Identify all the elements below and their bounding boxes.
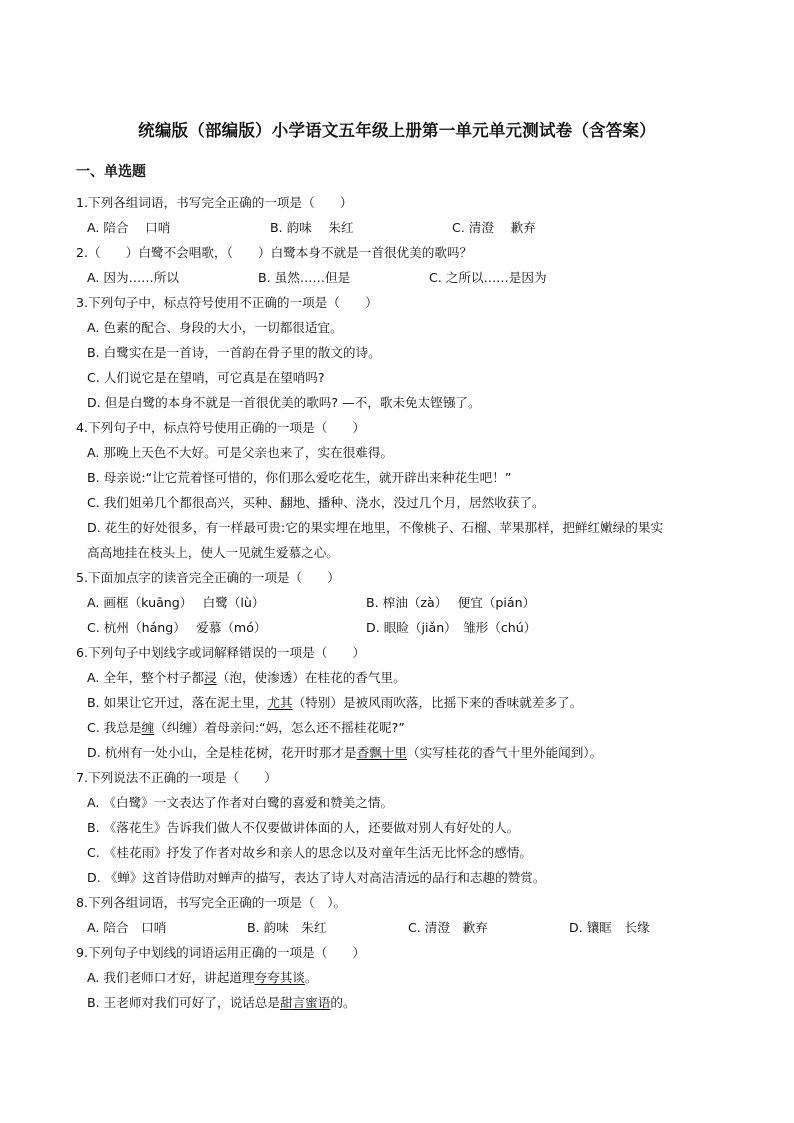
- option-text: （实写桂花的香气十里外能闻到）。: [406, 745, 603, 760]
- underlined-word: 浸: [204, 670, 217, 685]
- question-7-option-d: D. 《蝉》这首诗借助对蝉声的描写，表达了诗人对高洁清远的品行和志趣的赞赏。: [87, 870, 546, 885]
- question-8-option-c: C. 清澄 歉弃: [408, 920, 488, 935]
- option-text: A. 我们老师口才好，讲起道理: [87, 970, 255, 985]
- question-6-option-a: [87, 669, 406, 687]
- question-1-option-a: A. 陪合 口哨: [87, 220, 171, 235]
- option-text: （纠缠）着母亲问:“妈，怎么还不摇桂花呢?”: [154, 720, 405, 735]
- question-6-option-b: [87, 694, 582, 712]
- question-3-option-b: B. 白鹭实在是一首诗，一首韵在骨子里的散文的诗。: [87, 345, 381, 360]
- section-heading: 一、单选题: [76, 164, 146, 180]
- question-7-stem: 7.下列说法不正确的一项是（ ）: [76, 770, 277, 785]
- question-4-option-d: D. 花生的好处很多，有一样最可贵:它的果实埋在地里，不像桃子、石榴、苹果那样，把鲜红嫩绿的果实: [87, 520, 664, 535]
- question-8-stem: 8.下列各组词语，书写完全正确的一项是（ ）。: [76, 895, 347, 910]
- question-8-option-d: D. 镶眶 长缘: [569, 920, 650, 935]
- question-5-stem: 5.下面加点字的读音完全正确的一项是（ ）: [76, 570, 340, 585]
- question-2-stem: 2.（ ）白鹭不会唱歌，（ ）白鹭本身不就是一首很优美的歌吗？: [76, 245, 473, 260]
- question-5-option-d: D. 眼睑（jiǎn） 雏形（chú）: [366, 620, 537, 635]
- underlined-word: 夸夸其谈: [254, 970, 305, 985]
- underlined-word: 甜言蜜语: [279, 995, 331, 1010]
- underlined-word: 尤其: [267, 695, 293, 710]
- question-2-option-a: A. 因为……所以: [87, 270, 179, 285]
- question-9-option-a: [87, 969, 318, 987]
- question-6-stem: 6.下列句子中划线字或词解释错误的一项是（ ）: [76, 645, 366, 660]
- question-5-option-b: B. 榨油（zà） 便宜（pián）: [366, 595, 536, 610]
- question-9-option-b: [87, 994, 356, 1012]
- option-text: 的。: [330, 995, 356, 1010]
- question-5-option-a: A. 画框（kuāng） 白鹭（lù）: [87, 595, 265, 610]
- question-7-option-b: B. 《落花生》告诉我们做人不仅要做讲体面的人，还要做对别人有好处的人。: [87, 820, 520, 835]
- question-3-option-a: A. 色素的配合、身段的大小，一切都很适宜。: [87, 320, 343, 335]
- option-text: 。: [304, 970, 318, 985]
- option-text: （泡，使渗透）在桂花的香气里。: [216, 670, 406, 685]
- question-4-option-a: A. 那晚上天色不大好。可是父亲也来了，实在很难得。: [87, 445, 394, 460]
- question-3-option-d: D. 但是白鹭的本身不就是一首很优美的歌吗? —不，歌未免太铿镪了。: [87, 395, 481, 410]
- question-4-option-c: C. 我们姐弟几个都很高兴，买种、翻地、播种、浇水，没过几个月，居然收获了。: [87, 495, 545, 510]
- option-text: （特别）是被风雨吹落，比摇下来的香味就差多了。: [292, 695, 583, 710]
- question-1-stem: 1.下列各组词语，书写完全正确的一项是（ ）: [76, 195, 353, 210]
- question-6-option-c: [87, 719, 405, 737]
- option-text: D. 杭州有一处小山，全是桂花树，花开时那才是: [87, 745, 357, 760]
- underlined-word: 香飘十里: [356, 745, 407, 760]
- question-1-option-b: B. 韵味 朱红: [270, 220, 354, 235]
- page-title: 统编版（部编版）小学语文五年级上册第一单元单元测试卷（含答案）: [138, 121, 656, 140]
- question-7-option-a: A. 《白鹭》一文表达了作者对白鹭的喜爱和赞美之情。: [87, 795, 394, 810]
- option-text: C. 我总是: [87, 720, 142, 735]
- question-9-stem: 9.下列句子中划线的词语运用正确的一项是（ ）: [76, 945, 366, 960]
- question-7-option-c: C. 《桂花雨》抒发了作者对故乡和亲人的思念以及对童年生活无比怀念的感情。: [87, 845, 532, 860]
- option-text: B. 王老师对我们可好了，说话总是: [87, 995, 280, 1010]
- question-1-option-c: C. 清澄 歉弃: [452, 220, 536, 235]
- option-text: A. 全年，整个村子都: [87, 670, 205, 685]
- question-4-option-d-continued: 高高地挂在枝头上，使人一见就生爱慕之心。: [87, 545, 339, 560]
- question-4-stem: 4.下列句子中，标点符号使用正确的一项是（ ）: [76, 420, 366, 435]
- question-8-option-a: A. 陪合 口哨: [87, 920, 167, 935]
- option-text: B. 如果让它开过，落在泥土里，: [87, 695, 268, 710]
- question-8-option-b: B. 韵味 朱红: [247, 920, 327, 935]
- question-3-option-c: C. 人们说它是在望哨，可它真是在望哨吗?: [87, 370, 325, 385]
- question-2-option-c: C. 之所以……是因为: [429, 270, 547, 285]
- question-6-option-d: [87, 744, 602, 762]
- underlined-word: 缠: [141, 720, 155, 735]
- question-3-stem: 3.下列句子中，标点符号使用不正确的一项是（ ）: [76, 295, 378, 310]
- question-5-option-c: C. 杭州（háng） 爱慕（mó）: [87, 620, 267, 635]
- question-2-option-b: B. 虽然……但是: [258, 270, 351, 285]
- question-4-option-b: B. 母亲说:“让它荒着怪可惜的，你们那么爱吃花生，就开辟出来种花生吧！”: [87, 470, 512, 485]
